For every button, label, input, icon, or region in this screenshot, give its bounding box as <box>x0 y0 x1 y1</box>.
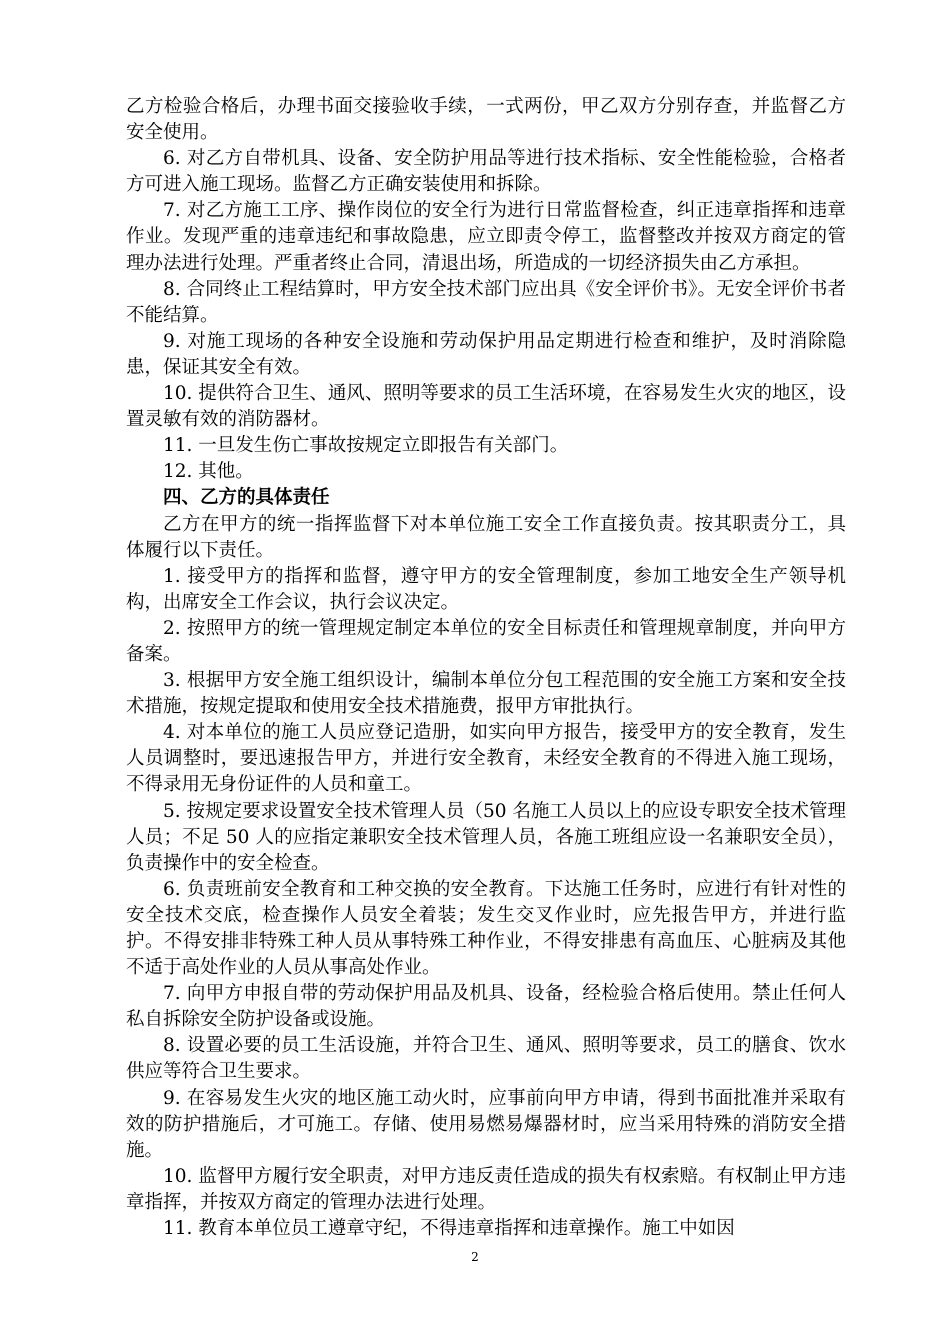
paragraph-12: 3. 根据甲方安全施工组织设计，编制本单位分包工程范围的安全施工方案和安全技术措施，按规定提取和使用安全技术措施费，报甲方审批执行。 <box>126 670 846 718</box>
paragraph-15: 6. 负责班前安全教育和工种交换的安全教育。下达施工任务时，应进行有针对性的安全技术交底，检查操作人员安全着装；发生交叉作业时，应先报告甲方，并进行监护。不得安排非特殊工种人员从事特殊工种作业，不得安排患有高血压、心脏病及其他不适于高处作业的人员从事高处作业。 <box>126 878 846 979</box>
paragraph-18: 9. 在容易发生火灾的地区施工动火时，应事前向甲方申请，得到书面批准并采取有效的防护措施后，才可施工。存储、使用易燃易爆器材时，应当采用特殊的消防安全措施。 <box>126 1087 846 1161</box>
paragraph-9: 乙方在甲方的统一指挥监督下对本单位施工安全工作直接负责。按其职责分工，具体履行以下责任。 <box>126 513 846 561</box>
section-heading: 四、乙方的具体责任 <box>163 487 330 509</box>
paragraph-11: 2. 按照甲方的统一管理规定制定本单位的安全目标责任和管理规章制度，并向甲方备案。 <box>126 617 846 665</box>
paragraph-20: 11. 教育本单位员工遵章守纪，不得违章指挥和违章操作。施工中如因 <box>163 1218 735 1240</box>
page-number: 2 <box>471 1250 479 1264</box>
paragraph-19: 10. 监督甲方履行安全职责，对甲方违反责任造成的损失有权索赔。有权制止甲方违章指挥，并按双方商定的管理办法进行处理。 <box>126 1165 846 1213</box>
paragraph-10: 1. 接受甲方的指挥和监督，遵守甲方的安全管理制度，参加工地安全生产领导机构，出席安全工作会议，执行会议决定。 <box>126 565 846 613</box>
paragraph-13: 4. 对本单位的施工人员应登记造册，如实向甲方报告，接受甲方的安全教育，发生人员调整时，要迅速报告甲方，并进行安全教育，未经安全教育的不得进入施工现场，不得录用无身份证件的人员和童工。 <box>126 722 846 796</box>
paragraph-0: 乙方检验合格后，办理书面交接验收手续，一式两份，甲乙双方分别存查，并监督乙方安全使用。 <box>126 96 846 144</box>
document-body <box>126 94 846 1242</box>
paragraph-16: 7. 向甲方申报自带的劳动保护用品及机具、设备，经检验合格后使用。禁止任何人私自拆除安全防护设备或设施。 <box>126 983 846 1031</box>
paragraph-4: 9. 对施工现场的各种安全设施和劳动保护用品定期进行检查和维护，及时消除隐患，保证其安全有效。 <box>126 330 846 378</box>
paragraph-6: 11. 一旦发生伤亡事故按规定立即报告有关部门。 <box>163 435 569 457</box>
paragraph-17: 8. 设置必要的员工生活设施，并符合卫生、通风、照明等要求，员工的膳食、饮水供应等符合卫生要求。 <box>126 1035 846 1083</box>
paragraph-7: 12. 其他。 <box>163 461 254 483</box>
paragraph-1: 6. 对乙方自带机具、设备、安全防护用品等进行技术指标、安全性能检验，合格者方可进入施工现场。监督乙方正确安装使用和拆除。 <box>126 148 846 196</box>
paragraph-5: 10. 提供符合卫生、通风、照明等要求的员工生活环境，在容易发生火灾的地区，设置灵敏有效的消防器材。 <box>126 383 846 431</box>
paragraph-2: 7. 对乙方施工工序、操作岗位的安全行为进行日常监督检查，纠正违章指挥和违章作业。发现严重的违章违纪和事故隐患，应立即责令停工，监督整改并按双方商定的管理办法进行处理。严重者终止合同，清退出场，所造成的一切经济损失由乙方承担。 <box>126 200 846 274</box>
paragraph-14: 5. 按规定要求设置安全技术管理人员（50 名施工人员以上的应设专职安全技术管理人员；不足 50 人的应指定兼职安全技术管理人员，各施工班组应设一名兼职安全员），负责操作中的安全检查。 <box>126 800 846 874</box>
paragraph-3: 8. 合同终止工程结算时，甲方安全技术部门应出具《安全评价书》。无安全评价书者不能结算。 <box>126 278 846 326</box>
